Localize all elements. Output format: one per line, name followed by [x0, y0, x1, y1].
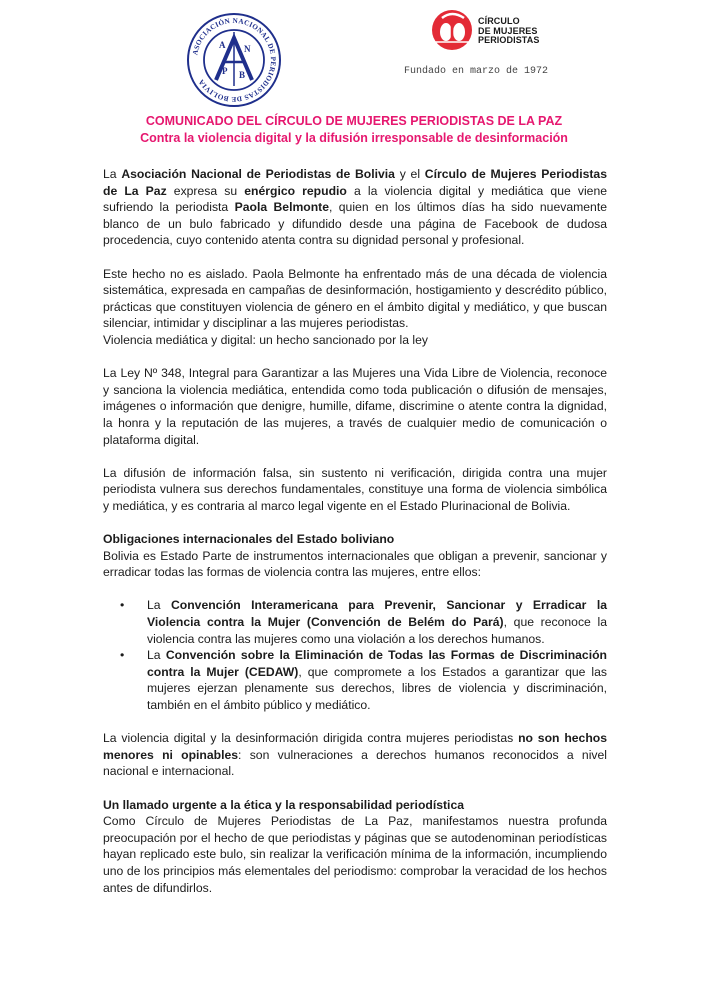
list-item-text: La	[147, 648, 166, 663]
cmp-name-line2: DE MUJERES	[478, 25, 538, 36]
list-item	[147, 647, 607, 713]
letterhead	[0, 0, 708, 104]
p1-text: expresa su	[166, 183, 245, 198]
section1-intro: Bolivia es Estado Parte de instrumentos internacionales que obligan a prevenir, sancionar y erradicar todas las formas de violencia contra las mujeres, entre ellos:	[103, 548, 607, 580]
conventions-list	[103, 597, 607, 713]
p1-bold-circulo: Círculo de Mujeres Periodistas de La Paz	[103, 167, 607, 198]
anpb-initial-p: P	[222, 66, 228, 76]
paragraph-1	[103, 166, 607, 249]
list-item-bold: Convención Interamericana para Prevenir, Sancionar y Erradicar la Violencia contra la Mujer (Convención de Belém do Pará)	[147, 598, 607, 630]
paragraph-2: Este hecho no es aislado. Paola Belmonte ha enfrentado más de una década de violencia sistemática, expresada en campañas de desinformación, hostigamiento y descrédito público, prácticas que constituyen violencia de género en el ámbito digital y mediático, y que buscan silenciar, intimidar y disciplinar a las mujeres periodistas.	[103, 266, 607, 331]
anpb-initial-a: A	[219, 40, 226, 50]
p1-text: La	[103, 167, 122, 181]
paragraph-5	[103, 730, 607, 780]
document-titles	[0, 113, 708, 147]
paragraph-2-subheading: Violencia mediática y digital: un hecho sancionado por la ley	[103, 332, 428, 347]
p1-text: , quien en los últimos días ha sido nuevamente blanco de un bulo fabricado y difundido desde una página de Facebook de dudosa procedencia, cuyo contenido atenta contra su dignidad personal y profesional.	[103, 200, 607, 248]
anpb-initial-b: B	[239, 70, 246, 80]
p1-bold-name: Paola Belmonte	[234, 200, 330, 215]
cmp-wordmark	[478, 17, 539, 46]
p1-bold-anpb: Asociación Nacional de Periodistas de Bolivia	[121, 167, 395, 181]
cmp-name-line1: CÍRCULO	[478, 16, 520, 26]
anpb-seal-logo	[186, 12, 282, 108]
list-item-text: , que reconoce la violencia contra las mujeres como una violación a los derechos humanos.	[147, 615, 607, 646]
document-body	[103, 166, 607, 896]
document-subtitle: Contra la violencia digital y la difusión irresponsable de desinformación	[140, 131, 568, 145]
paragraph-4: La difusión de información falsa, sin sustento ni verificación, dirigida contra una mujer periodista vulnera sus derechos fundamentales, constituye una forma de violencia simbólica y mediática, y es contraria al marco legal vigente en el Estado Plurinacional de Bolivia.	[103, 465, 607, 513]
anpb-ring-text: ASOCIACIÓN NACIONAL DE PERIODISTAS DE BOLIVIA	[191, 16, 278, 104]
p5-text: La violencia digital y la desinformación dirigida contra mujeres periodistas	[103, 731, 519, 746]
anpb-initial-n: N	[244, 44, 251, 54]
p5-text: : son vulneraciones a derechos humanos reconocidos a nivel nacional e internacional.	[103, 747, 607, 779]
section-heading-obligaciones: Obligaciones internacionales del Estado boliviano	[103, 532, 395, 547]
list-item	[147, 597, 607, 647]
p1-text: y el	[394, 167, 425, 181]
p1-text: a la violencia digital y mediática que viene sufriendo la periodista	[103, 183, 608, 215]
paragraph-3: La Ley Nº 348, Integral para Garantizar a las Mujeres una Vida Libre de Violencia, reconoce y sanciona la violencia mediática, entendida como toda publicación o difusión de mensajes, imágenes o información que denigre, humille, difame, discrimine o atente contra la dignidad, la honra y la reputación de las mujeres, a través de cualquier medio de comunicación o plataforma digital.	[103, 366, 607, 447]
section2-text: Como Círculo de Mujeres Periodistas de La Paz, manifestamos nuestra profunda preocupación por el hecho de que periodistas y páginas que se autodenominan periodísticas hayan replicado este bulo, sin realizar la verificación mínima de la información, incumpliendo uno de los principios más elementales del periodismo: comprobar la veracidad de los hechos antes de difundirlos.	[103, 814, 607, 895]
list-item-text: , que compromete a los Estados a garantizar que las mujeres ejerzan plenamente sus derechos, libres de violencia y discriminación, también en el ámbito público y mediático.	[147, 664, 607, 712]
list-item-bold: Convención sobre la Eliminación de Todas las Formas de Discriminación contra la Mujer (CEDAW)	[147, 648, 607, 679]
cmp-name-line3: PERIODISTAS	[478, 35, 540, 45]
p5-bold: no son hechos menores ni opinables	[103, 731, 607, 762]
section-heading-etica: Un llamado urgente a la ética y la responsabilidad periodística	[103, 797, 464, 812]
p1-bold-repudio: enérgico repudio	[244, 183, 347, 198]
list-item-text: La	[147, 598, 171, 613]
document-title: COMUNICADO DEL CÍRCULO DE MUJERES PERIODISTAS DE LA PAZ	[145, 114, 563, 128]
founded-note: Fundado en marzo de 1972	[404, 66, 549, 77]
